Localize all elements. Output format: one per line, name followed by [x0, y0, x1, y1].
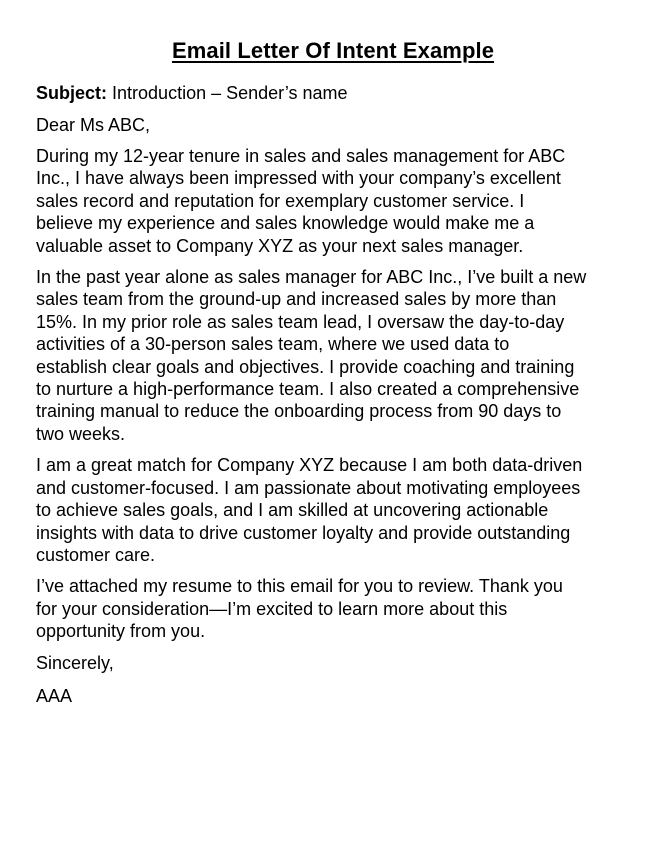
letter-title: Email Letter Of Intent Example	[171, 38, 495, 63]
paragraph-line: In the past year alone as sales manager for ABC Inc., I’ve built a new	[36, 267, 587, 288]
signature: AAA	[36, 686, 73, 707]
paragraph-line: 15%. In my prior role as sales team lead, I oversaw the day-to-day	[36, 311, 565, 332]
body-paragraph-4	[36, 575, 630, 642]
paragraph-line: believe my experience and sales knowledge would make me a	[36, 213, 535, 234]
closing: Sincerely,	[36, 652, 114, 673]
paragraph-line: I am a great match for Company XYZ because I am both data-driven	[36, 455, 583, 476]
paragraph-line: customer care.	[36, 544, 156, 565]
body-paragraph-2	[36, 266, 630, 445]
paragraph-line: I’ve attached my resume to this email for you to review. Thank you	[36, 576, 563, 597]
paragraph-line: to nurture a high-performance team. I also created a comprehensive	[36, 379, 580, 400]
paragraph-line: activities of a 30-person sales team, where we used data to	[36, 334, 510, 355]
paragraph-line: two weeks.	[36, 423, 126, 444]
body-paragraph-3	[36, 454, 630, 566]
paragraph-line: insights with data to drive customer loyalty and provide outstanding	[36, 522, 571, 543]
body-paragraph-1	[36, 145, 630, 257]
subject-text: Introduction – Sender’s name	[112, 83, 348, 103]
paragraph-line: valuable asset to Company XYZ as your next sales manager.	[36, 235, 524, 256]
paragraph-line: and customer-focused. I am passionate about motivating employees	[36, 477, 581, 498]
paragraph-line: to achieve sales goals, and I am skilled at uncovering actionable	[36, 500, 549, 521]
subject-label: Subject:	[36, 83, 108, 103]
paragraph-line: for your consideration—I’m excited to learn more about this	[36, 598, 508, 619]
subject-line	[36, 82, 630, 105]
paragraph-line: sales record and reputation for exemplary customer service. I	[36, 190, 525, 211]
paragraph-line: During my 12-year tenure in sales and sales management for ABC	[36, 146, 566, 166]
paragraph-line: establish clear goals and objectives. I provide coaching and training	[36, 356, 575, 377]
paragraph-line: opportunity from you.	[36, 621, 206, 642]
paragraph-line: training manual to reduce the onboarding process from 90 days to	[36, 401, 562, 422]
paragraph-line: Inc., I have always been impressed with your company’s excellent	[36, 168, 561, 189]
greeting: Dear Ms ABC,	[36, 114, 151, 135]
paragraph-line: sales team from the ground-up and increased sales by more than	[36, 289, 557, 310]
